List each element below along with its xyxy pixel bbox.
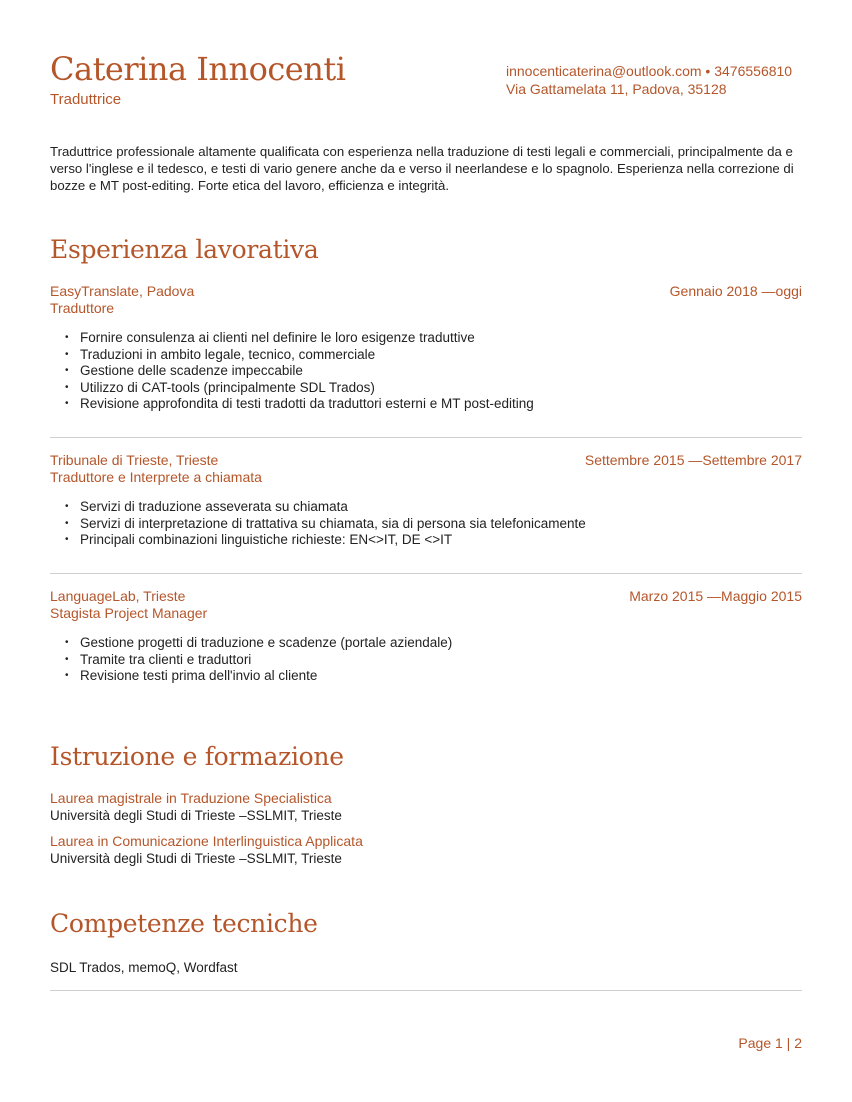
job-bullet: • Servizi di interpretazione di trattativa su chiamata, sia di persona sia telefonicamente (80, 516, 802, 533)
job-dates: Gennaio 2018 —oggi (669, 283, 802, 299)
divider (50, 573, 802, 574)
job-bullet: • Gestione progetti di traduzione e scadenze (portale aziendale) (80, 635, 802, 652)
education-degree: Laurea magistrale in Traduzione Specialistica (50, 790, 332, 806)
education-degree: Laurea in Comunicazione Interlinguistica Applicata (50, 833, 363, 849)
page-number: Page 1 | 2 (738, 1035, 802, 1051)
candidate-name: Caterina Innocenti (50, 50, 346, 88)
job-entry (50, 588, 802, 685)
job-bullets (50, 499, 802, 549)
job-dates: Settembre 2015 —Settembre 2017 (584, 452, 802, 468)
education-school: Università degli Studi di Trieste –SSLMIT, Trieste (50, 808, 342, 823)
contact-info (506, 62, 802, 98)
skills-heading: Competenze tecniche (50, 909, 318, 938)
job-bullet: • Servizi di traduzione asseverata su chiamata (80, 499, 802, 516)
job-position: Traduttore e Interprete a chiamata (50, 469, 262, 485)
job-bullets (50, 330, 802, 413)
job-entry (50, 452, 802, 549)
education-school: Università degli Studi di Trieste –SSLMIT, Trieste (50, 851, 342, 866)
job-bullet: • Traduzioni in ambito legale, tecnico, commerciale (80, 347, 802, 364)
job-entry (50, 283, 802, 413)
job-bullet: • Revisione approfondita di testi tradotti da traduttori esterni e MT post-editing (80, 396, 802, 413)
job-position: Traduttore (50, 300, 115, 316)
job-bullet: • Gestione delle scadenze impeccabile (80, 363, 802, 380)
job-company: EasyTranslate, Padova (50, 283, 195, 299)
divider (50, 437, 802, 438)
candidate-role: Traduttrice (50, 91, 122, 108)
resume-page (50, 0, 802, 1102)
job-bullet: • Utilizzo di CAT-tools (principalmente SDL Trados) (80, 380, 802, 397)
job-bullet: • Revisione testi prima dell'invio al cliente (80, 668, 802, 685)
divider (50, 990, 802, 991)
education-heading: Istruzione e formazione (50, 742, 344, 771)
job-bullets (50, 635, 802, 685)
contact-address: Via Gattamelata 11, Padova, 35128 (506, 81, 727, 97)
education-entry (50, 790, 342, 824)
job-bullet: • Principali combinazioni linguistiche richieste: EN<>IT, DE <>IT (80, 532, 802, 549)
professional-summary: Traduttrice professionale altamente qualificata con esperienza nella traduzione di testi legali e commerciali, principalmente da e verso l'inglese e il tedesco, e testi di vario genere anche da e verso il neerlandese e lo spagnolo. Esperienza nella correzione di bozze e MT post-editing. Forte etica del lavoro, efficienza e integrità. (50, 144, 794, 193)
job-dates: Marzo 2015 —Maggio 2015 (629, 588, 802, 604)
job-position: Stagista Project Manager (50, 605, 208, 621)
contact-email-phone: innocenticaterina@outlook.com • 3476556810 (506, 63, 793, 79)
skills-list: SDL Trados, memoQ, Wordfast (50, 960, 238, 975)
education-entry (50, 833, 363, 867)
job-bullet: • Fornire consulenza ai clienti nel definire le loro esigenze traduttive (80, 330, 802, 347)
job-bullet: • Tramite tra clienti e traduttori (80, 652, 802, 669)
job-company: LanguageLab, Trieste (50, 588, 186, 604)
experience-heading: Esperienza lavorativa (50, 235, 319, 264)
job-company: Tribunale di Trieste, Trieste (50, 452, 219, 468)
